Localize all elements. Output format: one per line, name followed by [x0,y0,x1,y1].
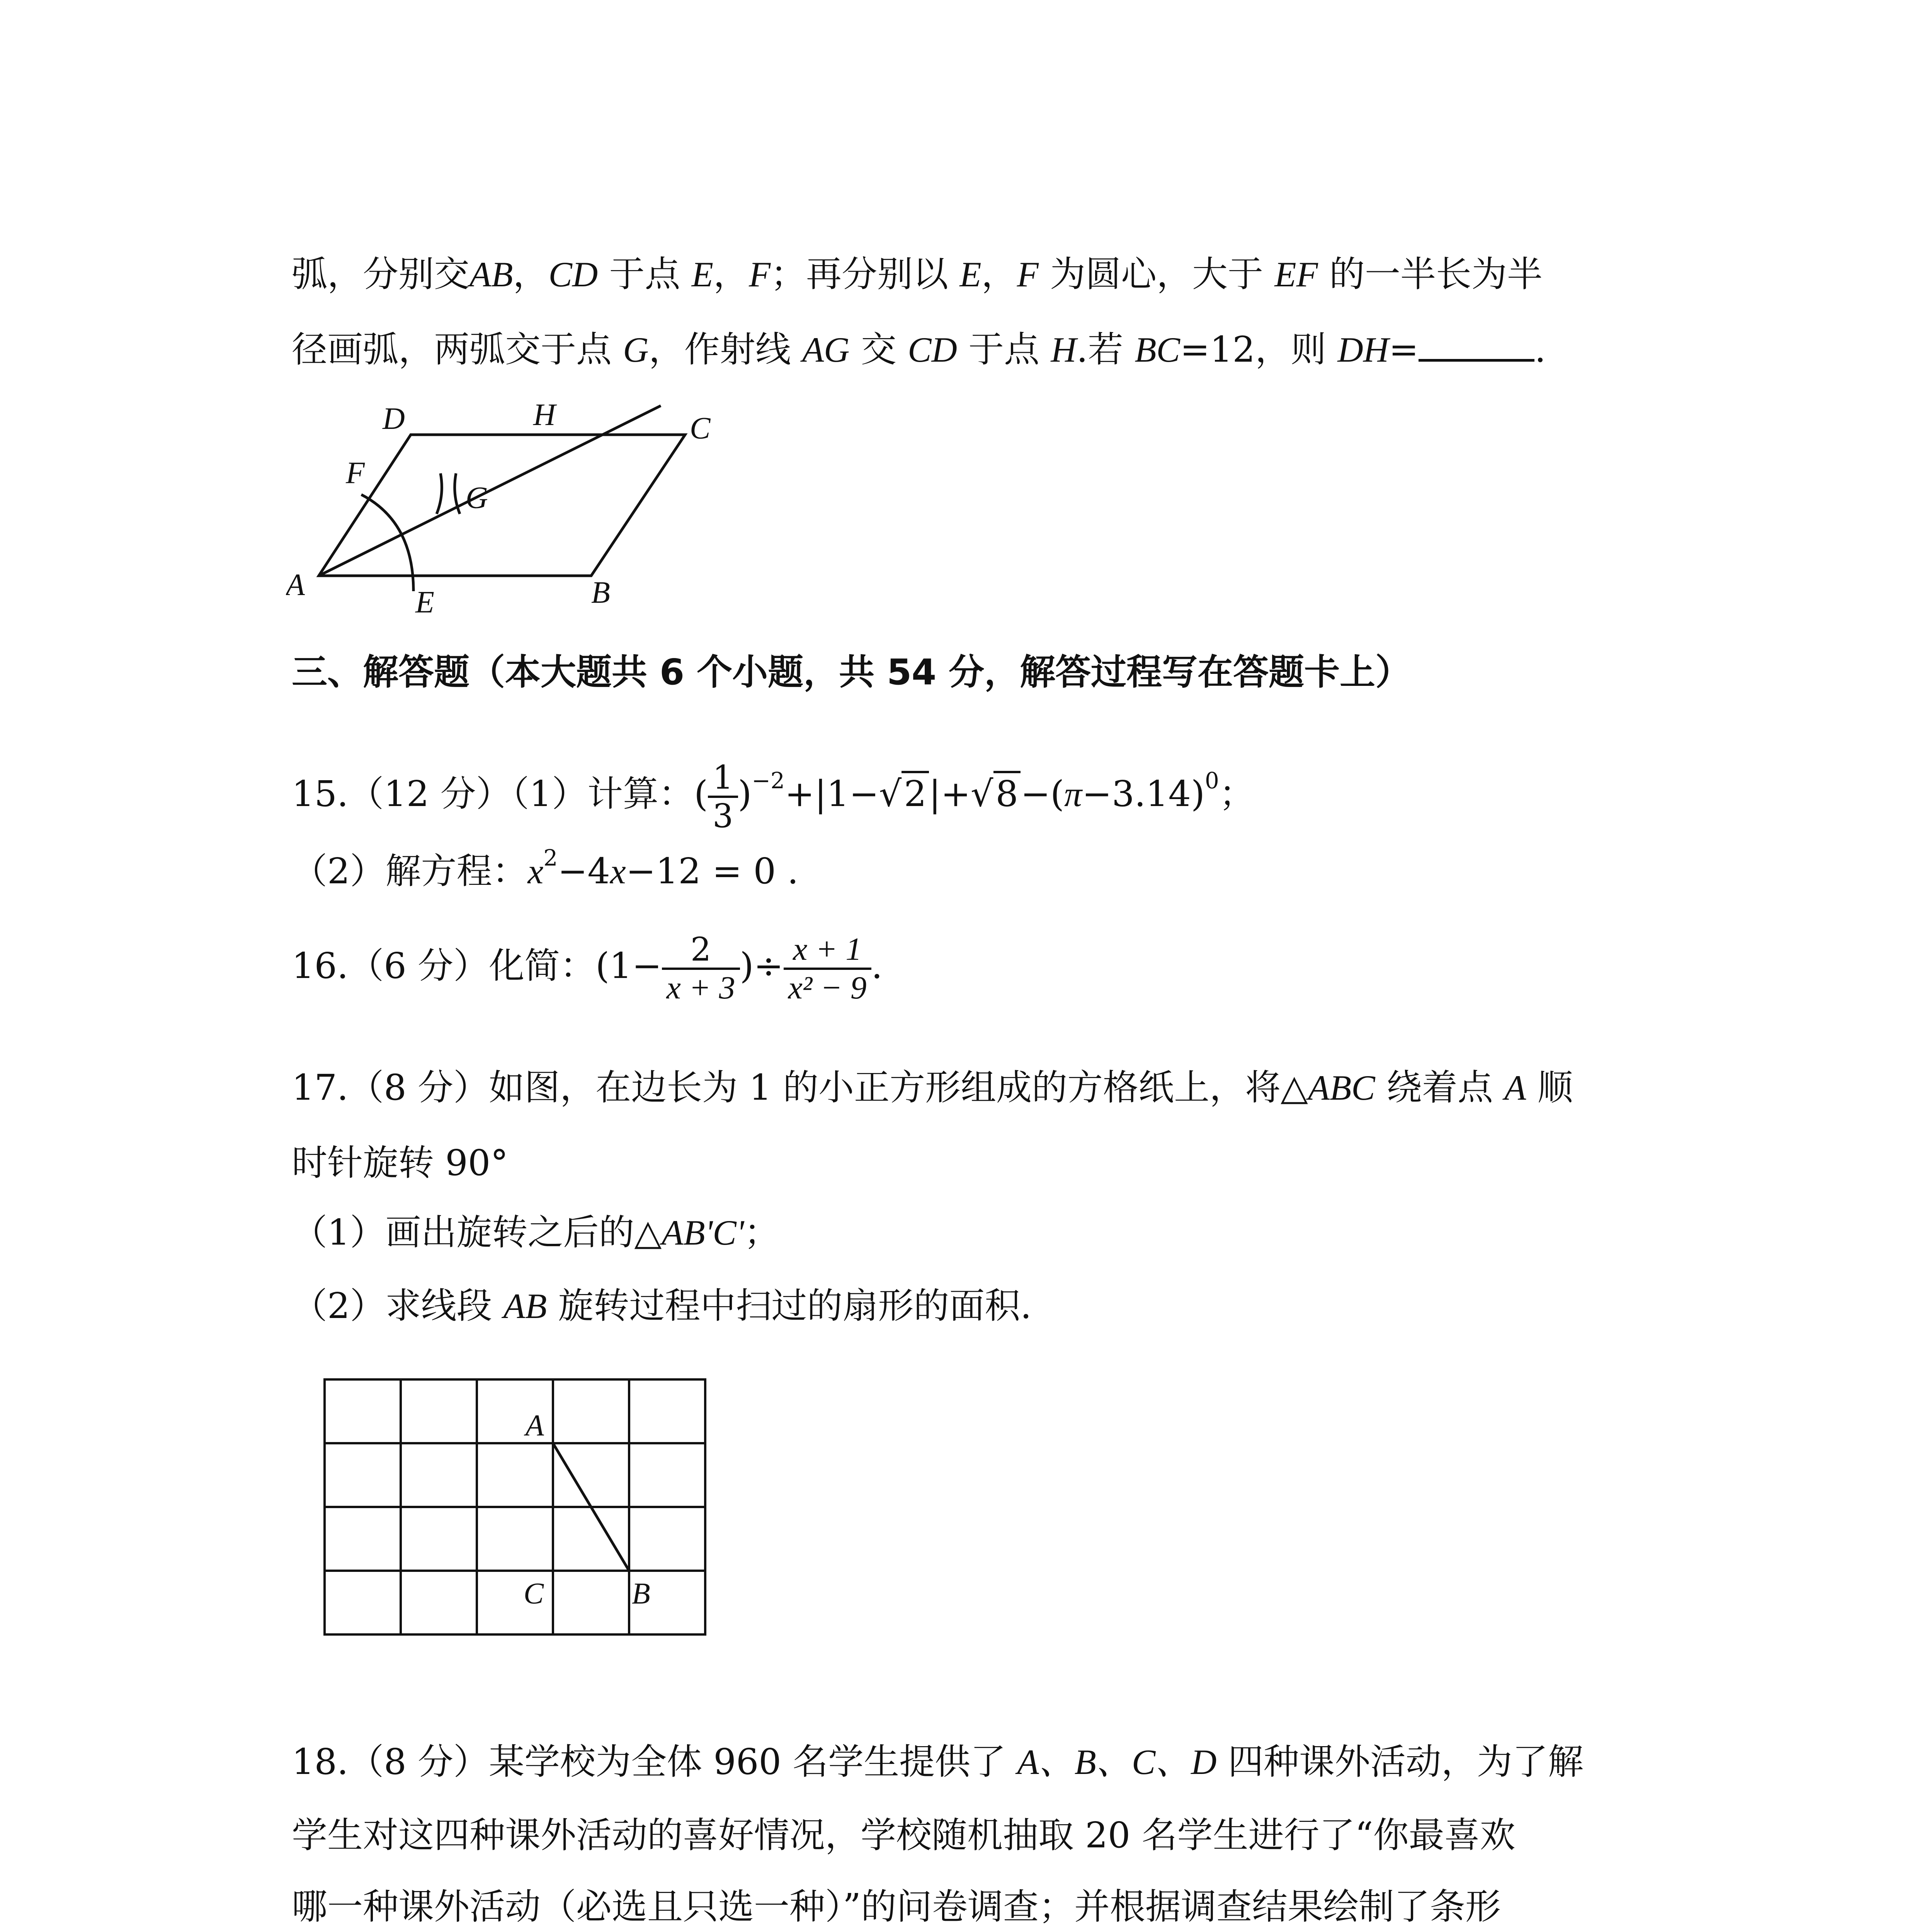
q17-line-1: 17.（8 分）如图，在边长为 1 的小正方形组成的方格纸上，将△ABC 绕着点 A 顺 [292,1067,1573,1108]
answer-blank-dh[interactable] [1419,328,1534,362]
label-c: C [690,412,711,446]
label-b: B [591,576,610,610]
q18-line-2: 学生对这四种课外活动的喜好情况，学校随机抽取 20 名学生进行了“你最喜欢 [292,1815,1516,1856]
label-b: B [632,1577,650,1610]
arc-g-1 [437,473,442,514]
q18-line-3: 哪一种课外活动（必选且只选一种）”的问卷调查；并根据调查结果绘制了条形 [292,1886,1501,1927]
label-h: H [533,398,556,432]
q14-line-2: 径画弧，两弧交于点 G，作射线 AG 交 CD 于点 H.若 BC=12，则 DH= . [292,329,1546,370]
label-e: E [415,585,434,619]
grid-figure [317,1376,711,1654]
label-a: A [286,568,305,602]
q15-line-1: 15.（12 分）（1）计算：( $\frac{1}{3}$ )$^{-2}+|1-√2|+√8-(\pi-3.14)^0$； [292,759,1255,835]
label-g: G [466,481,488,515]
q15-line-2: （2）解方程：$x^2-4x-12 = 0$ . [292,845,799,892]
section-heading: 三、解答题（本大题共 6 个小题，共 54 分，解答过程写在答题卡上） [292,651,1411,693]
q17-line-4: （2）求线段 AB 旋转过程中扫过的扇形的面积. [292,1285,1032,1327]
q14-line-1: 弧，分别交AB，CD 于点 E，F；再分别以 E，F 为圆心，大于 EF 的一半长为半 [292,253,1543,295]
q17-line-2: 时针旋转 90° [292,1142,509,1184]
parallelogram-abcd [319,435,685,576]
q16-line: 16.（6 分）化简：(1− $\frac{2}{x + 3}$ )÷ $\frac{x + 1}{\text{x² − 9}}$ . [292,930,883,1006]
q18-line-1: 18.（8 分）某学校为全体 960 名学生提供了 A、B、C、D 四种课外活动，为了解 [292,1741,1584,1782]
q17-line-3: （1）画出旋转之后的△AB'C'； [292,1212,780,1253]
label-a: A [526,1408,544,1442]
parallelogram-figure [286,390,750,630]
label-f: F [346,456,365,490]
label-d: D [383,402,405,436]
label-c: C [524,1577,544,1610]
